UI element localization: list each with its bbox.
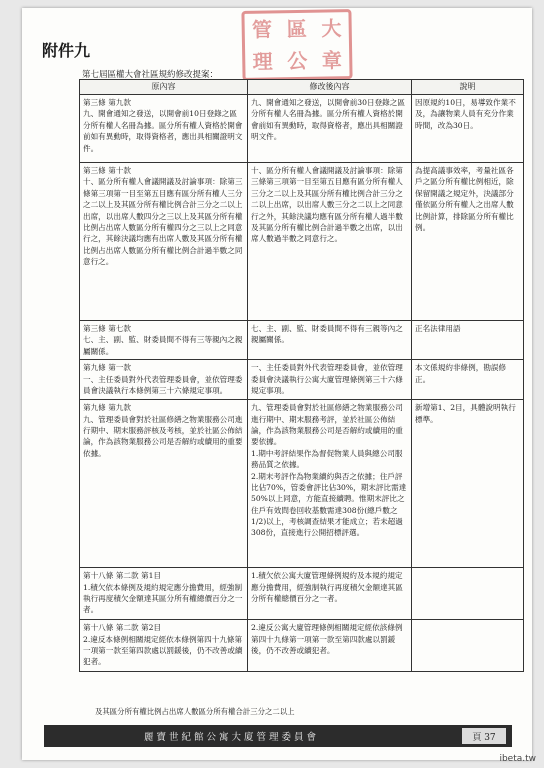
amended-cell: 十、區分所有權人會議開議及討論事項：除第三條第三項第一目至第五目應有區分所有權人三分之二以上及其區分所有權比例合計三分之二以上出席，以出席人數三分之二以上之同意行之外，其餘決議均應有區分所有權人過半數及其區分所有權比例合計過半數之出席，以出席人數過半數之同意行之。 xyxy=(248,163,412,321)
col-amended: 修改後內容 xyxy=(248,80,412,95)
explanation-cell xyxy=(412,568,524,620)
col-explanation: 說明 xyxy=(412,80,524,95)
site-watermark: ibeta.tw xyxy=(499,754,536,764)
table-row xyxy=(80,321,524,360)
original-cell: 第十八條 第二款 第1目 1.積欠依本條例及規約規定應分擔費用，經強制執行再度積欠金額達其區分所有權總價百分之一者。 xyxy=(80,568,248,620)
table-row xyxy=(80,163,524,321)
explanation-cell: 因原規約10日，易導致作業不及，為讓物業人員有充分作業時間，改為30日。 xyxy=(412,95,524,163)
original-cell: 第三條 第九款 九、開會通知之發送，以開會前10日登錄之區分所有權人名冊為據。區分所有權人資格於開會前如有異動時，取得資格者，應出具相關證明文件。 xyxy=(80,95,248,163)
table-header-row xyxy=(80,80,524,95)
page-number: 頁 37 xyxy=(462,728,506,744)
amendment-table xyxy=(79,79,524,672)
explanation-cell: 為提高議事效率，考量社區各戶之區分所有權比例相近，除保留開議之規定外，決議部分僅依區分所有權人之出席人數比例計算，排除區分所有權比例。 xyxy=(412,163,524,321)
footer-title: 麗寶世紀館公寓大廈管理委員會 xyxy=(144,732,320,743)
amended-cell: 九、開會通知之發送，以開會前30日登錄之區分所有權人名冊為據。區分所有權人資格於開會前如有異動時，取得資格者，應出具相關證明文件。 xyxy=(248,95,412,163)
amended-cell: 一、主任委員對外代表管理委員會，並依管理委員會決議執行公寓大廈管理條例第三十六條規定事項。 xyxy=(248,360,412,400)
original-cell: 第九條 第一款 一、主任委員對外代表管理委員會，並依管理委員會決議執行本條例第三十六條規定事項。 xyxy=(80,360,248,400)
original-cell: 第九條 第九款 九、管理委員會對於社區修繕之物業服務公司進行期中、期末服務評核及考核，並於社區公佈結論，作為該物業服務公司是否解約或續用的重要依據。 xyxy=(80,400,248,568)
original-cell: 第十八條 第二款 第2目 2.違反本條例相關規定經依本條例第四十九條第一項第一款至第四款處以罰鍰後，仍不改善或續犯者。 xyxy=(80,620,248,672)
amended-cell: 七、主、副、監、財委員間不得有三親等內之親屬關係。 xyxy=(248,321,412,360)
amended-cell: 1.積欠依公寓大廈管理條例規約及本規約規定應分擔費用，經強制執行再度積欠金額達其區分所有權總價百分之一者。 xyxy=(248,568,412,620)
explanation-cell: 新增第1、2目，具體說明執行標準。 xyxy=(412,400,524,568)
amended-cell: 2.違反公寓大廈管理條例相關規定經依該條例第四十九條第一項第一款至第四款處以罰鍰後，仍不改善或續犯者。 xyxy=(248,620,412,672)
table-row xyxy=(80,620,524,672)
table-row xyxy=(80,568,524,620)
bottom-note: 及其區分所有權比例占出席人數區分所有權合計三分之二以上 xyxy=(95,707,295,716)
footer-bar xyxy=(44,725,512,747)
table-row xyxy=(80,360,524,400)
table-row xyxy=(80,95,524,163)
amended-cell: 九、管理委員會對於社區修繕之物業服務公司進行期中、期末服務考評，並於社區公佈結論，作為該物業服務公司是否解約或續用的重要依據。 1.期中考評結果作為督促物業人員與總公司服務品質之依據。 2.期末考評作為物業續約與否之依據；住戶評比佔70%，管委會評比佔30%，期末評比需達50%以上同意，方能直接續聘。惟期末評比之住戶有效問卷回收基數需達308份(總戶數之1/2)以上，考核調查結果才能成立；若未超過308份，直接進行公開招標評選。 xyxy=(248,400,412,568)
seal-stamp: 管 區 大 理 公 章 xyxy=(241,9,352,81)
original-cell: 第三條 第七款 七、主、副、監、財委員間不得有三等親內之親屬關係。 xyxy=(80,321,248,360)
explanation-cell: 正名法律用語 xyxy=(412,321,524,360)
table-caption: 第七屆區權大會社區規約修改提案： xyxy=(82,70,219,80)
table-row xyxy=(80,400,524,568)
original-cell: 第三條 第十款 十、區分所有權人會議開議及討論事項：除第三條第三項第一目至第五目應有區分所有權人三分之二以上及其區分所有權比例合計三分之二以上出席，以出席人數四分之三以上及其區分所有權比例占出席人數區分所有權四分之三以上之同意行之，其餘決議均應有出席人數及其區分所有權比例占出席人數區分所有權比例合計過半數之同意行之。 xyxy=(80,163,248,321)
annex-title: 附件九 xyxy=(42,41,91,60)
explanation-cell xyxy=(412,620,524,672)
explanation-cell: 本文係規約非條例，勘誤修正。 xyxy=(412,360,524,400)
document-page xyxy=(22,8,532,760)
col-original: 原內容 xyxy=(80,80,248,95)
